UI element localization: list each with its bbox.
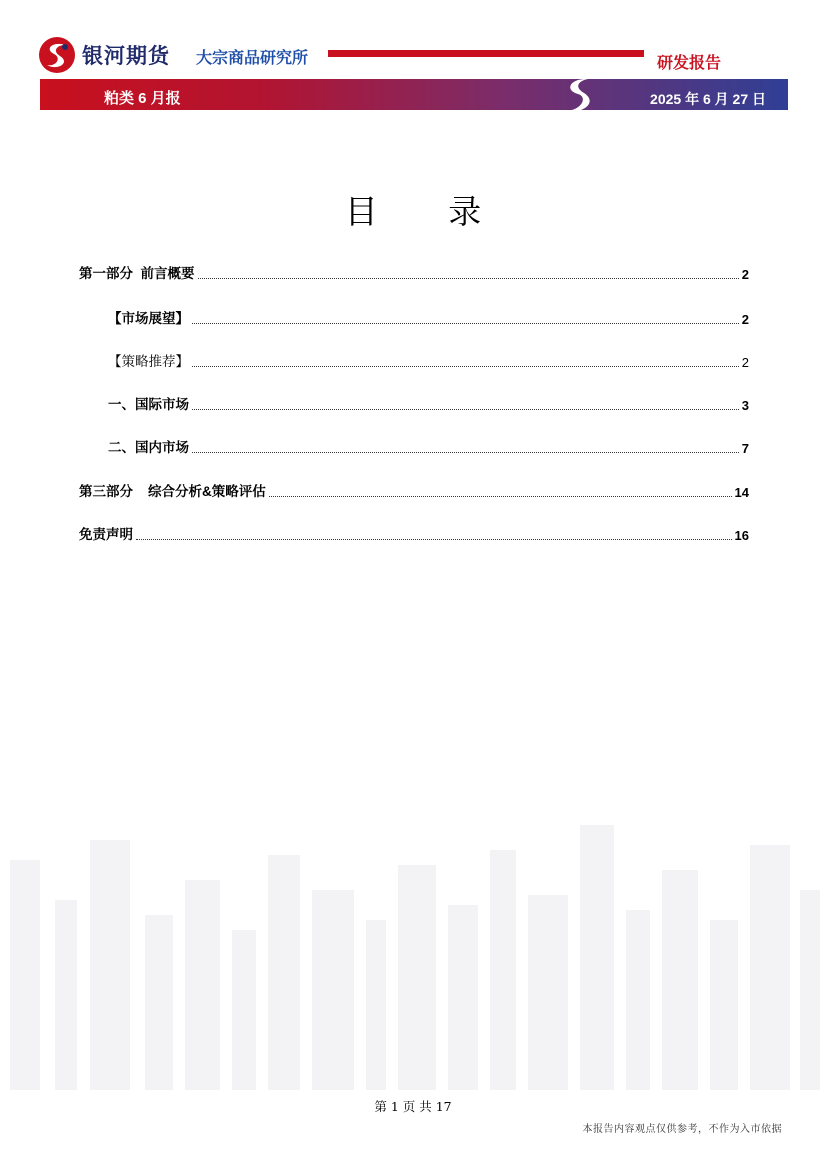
- toc-entry-page: 16: [734, 528, 749, 543]
- toc-leader: [192, 408, 739, 410]
- footer-disclaimer: 本报告内容观点仅供参考，不作为入市依据: [582, 1124, 782, 1135]
- toc-leader: [192, 365, 739, 367]
- report-date: 2025 年 6 月 27 日: [650, 91, 766, 107]
- toc-title: 目 录: [344, 192, 512, 231]
- toc-entry-label: 免责声明: [79, 527, 133, 542]
- report-header: [0, 0, 826, 115]
- toc-entry-strategy[interactable]: [108, 352, 749, 370]
- toc-entry-part-three[interactable]: [79, 482, 749, 500]
- toc-entry-page: 2: [741, 355, 749, 370]
- toc-entry-label: 【市场展望】: [108, 311, 189, 326]
- toc-entry-part-one[interactable]: [79, 264, 749, 282]
- header-rule: [328, 50, 644, 57]
- toc-entry-label: 二、国内市场: [108, 440, 189, 455]
- toc-entry-page: 14: [734, 485, 749, 500]
- galaxy-logo-icon: [38, 36, 76, 74]
- page-number: 第 1 页 共 17: [374, 1099, 452, 1114]
- brand-name: 银河期货: [82, 45, 170, 68]
- toc-entry-label: 【策略推荐】: [108, 354, 189, 369]
- toc-entry-page: 2: [741, 312, 749, 327]
- toc-entry-label: 第三部分 综合分析&策略评估: [79, 484, 266, 499]
- toc-entry-label: 一、国际市场: [108, 397, 189, 412]
- report-name: 粕类 6 月报: [104, 90, 181, 107]
- toc-leader: [198, 277, 739, 279]
- toc-entry-market-outlook[interactable]: [108, 309, 749, 327]
- toc-entry-page: 7: [741, 441, 749, 456]
- toc-leader: [192, 451, 739, 453]
- swoosh-icon: [558, 76, 598, 114]
- report-type: 研发报告: [657, 55, 722, 72]
- toc-entry-domestic[interactable]: [108, 438, 749, 456]
- toc-leader: [269, 495, 732, 497]
- toc-entry-disclaimer[interactable]: [79, 525, 749, 543]
- toc-entry-page: 3: [741, 398, 749, 413]
- toc-leader: [136, 538, 732, 540]
- toc-entry-page: 2: [741, 267, 749, 282]
- institute-name: 大宗商品研究所: [196, 50, 309, 67]
- skyline-watermark: [0, 820, 826, 1090]
- toc-leader: [192, 322, 739, 324]
- toc-entry-international[interactable]: [108, 395, 749, 413]
- toc-entry-label: 第一部分 前言概要: [79, 266, 195, 281]
